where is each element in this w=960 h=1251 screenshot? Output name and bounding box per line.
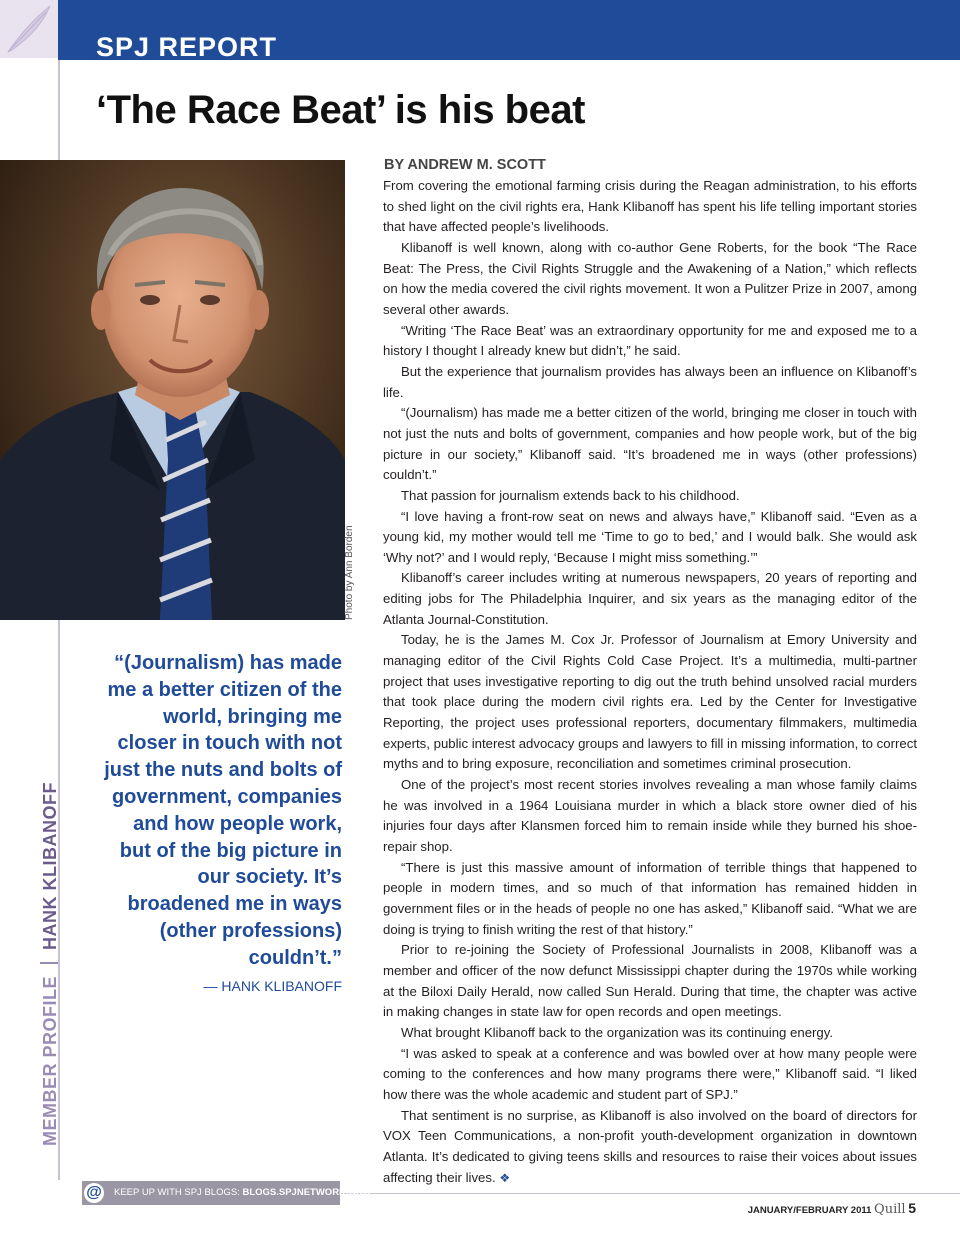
blogs-link[interactable]: [114, 1186, 370, 1200]
paragraph: What brought Klibanoff back to the organization was its continuing energy.: [401, 1024, 834, 1040]
issue-info: [748, 1200, 916, 1219]
paragraph: But the experience that journalism provides has always been an influence on Klibanoff’s life.: [383, 363, 917, 400]
publication-name: Quill: [874, 1202, 906, 1217]
paragraph: Klibanoff is well known, along with co-author Gene Roberts, for the book “The Race Beat: The Press, the Civil Rights Struggle and the Awakening of a Nation,” which reflects on how the media covered the civil rights movement. It won a Pulitzer Prize in 2007, among several other awards.: [383, 239, 917, 317]
paragraph: Today, he is the James M. Cox Jr. Professor of Journalism at Emory University and managing editor of the Civil Rights Cold Case Project. It’s a multimedia, multi-partner project that uses investigative reporting to dig out the truth behind unsolved racial murders that took place during the modern civil rights era. Led by the Center for Investigative Reporting, the project uses professional reporters, documentary filmmakers, multimedia experts, public interest advocacy groups and lawyers to fill in missing information, to correct myths and to bring exposure, reconciliation and sometimes criminal prosecution.: [383, 632, 917, 772]
member-profile-separator: [40, 962, 58, 964]
paragraph: “Writing ‘The Race Beat’ was an extraordinary opportunity for me and exposed me to a history I thought I already knew but didn’t,” he said.: [383, 322, 917, 359]
portrait-photo: [0, 160, 345, 620]
photo-credit: Photo by Ann Borden: [344, 525, 355, 620]
member-profile-text: MEMBER PROFILE: [40, 975, 60, 1146]
article-body: [383, 176, 917, 1188]
member-name: HANK KLIBANOFF: [40, 782, 60, 950]
pull-quote-attribution: — HANK KLIBANOFF: [203, 978, 342, 994]
member-profile-label: [38, 782, 62, 1146]
pull-quote: “(Journalism) has made me a better citizen of the world, bringing me closer in touch with not just the nuts and bolts of government, companies and how people work, but of the big picture in our society. It’s broadened me in ways (other professions) couldn’t.”: [104, 652, 342, 969]
margin-rule: [58, 60, 60, 160]
paragraph: One of the project’s most recent stories involves revealing a man whose family claims he was involved in a 1964 Louisiana murder in which a black store owner died of his injuries four days after Klansmen forced him to remain inside while they burned his shoe-repair shop.: [383, 777, 917, 854]
paragraph-text: That sentiment is no surprise, as Klibanoff is also involved on the board of directors for VOX Teen Communications, a non-profit youth-development organization in downtown Atlanta. It’s dedicated to giving teens skills and resources to raise their voices about issues affecting their lives.: [383, 1107, 917, 1185]
paragraph-last: [383, 1106, 917, 1189]
issue-date: JANUARY/FEBRUARY 2011: [747, 1205, 872, 1216]
paragraph: “There is just this massive amount of information of terrible things that happened to people in modern times, and so much of that information has remained hidden in government files or in the heads of people no one has asked,” Klibanoff said. “What we are doing is trying to finish writing the rest of that history.”: [383, 859, 917, 937]
feather-logo-box: [0, 0, 58, 58]
feather-icon: [0, 0, 58, 58]
paragraph: “I was asked to speak at a conference and was bowled over at how many people were coming to the conferences and how many programs there were,” Klibanoff said. “I liked how there was the whole academic and student part of SPJ.”: [383, 1045, 917, 1102]
page-title: ‘The Race Beat’ is his beat: [96, 88, 585, 132]
blogs-url[interactable]: BLOGS.SPJNETWORK.ORG: [242, 1187, 371, 1198]
page-number: 5: [908, 1200, 916, 1216]
paragraph: “I love having a front-row seat on news and always have,” Klibanoff said. “Even as a young kid, my mother would tell me ‘Time to go to bed,’ and I would balk. She would ask ‘Why not?’ and I would reply, ‘Because I might miss something.’”: [383, 508, 917, 565]
paragraph: Klibanoff’s career includes writing at numerous newspapers, 20 years of reporting and editing jobs for The Philadelphia Inquirer, and six years as the managing editor of the Atlanta Journal-Constitution.: [383, 570, 917, 627]
paragraph: “(Journalism) has made me a better citizen of the world, bringing me closer in touch with not just the nuts and bolts of government, companies and how people work, but of the big picture in our society,” Klibanoff said. “It’s broadened me in ways (other professions) couldn’t.”: [383, 405, 917, 483]
blogs-prefix: KEEP UP WITH SPJ BLOGS:: [114, 1187, 243, 1198]
paragraph: That passion for journalism extends back to his childhood.: [401, 487, 740, 503]
section-label: SPJ REPORT: [96, 32, 278, 62]
paragraph: From covering the emotional farming crisis during the Reagan administration, to his efforts to shed light on the civil rights era, Hank Klibanoff has spent his life telling important stories that have affected people’s livelihoods.: [383, 178, 917, 235]
at-sign-icon: @: [84, 1183, 104, 1203]
end-mark-icon: ❖: [499, 1170, 511, 1185]
paragraph: Prior to re-joining the Society of Professional Journalists in 2008, Klibanoff was a member and officer of the now defunct Mississippi chapter during the 1970s while working at the Biloxi Daily Herald, now called Sun Herald. During that time, the chapter was active in making changes in state law for open records and open meetings.: [383, 942, 917, 1020]
byline: BY ANDREW M. SCOTT: [384, 157, 546, 173]
